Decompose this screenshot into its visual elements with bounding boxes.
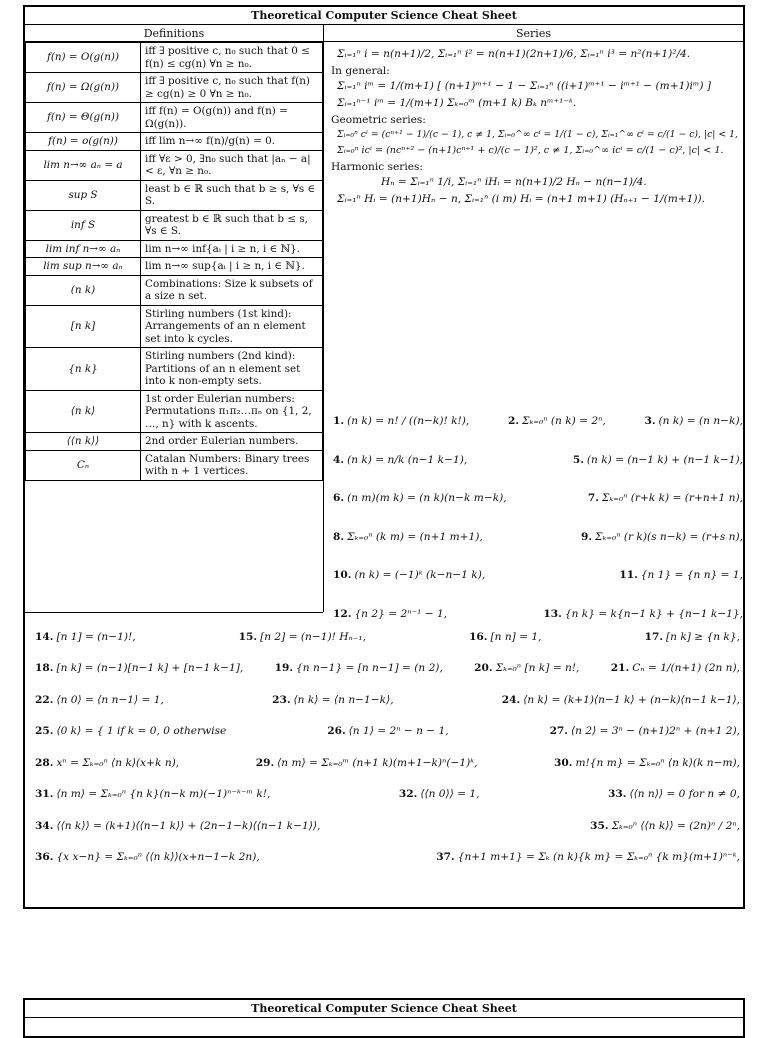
page-title: Theoretical Computer Science Cheat Sheet [25,7,743,25]
definition-symbol: Cₙ [26,450,141,480]
series-header: Series [324,26,743,42]
geometric-label: Geometric series: [331,114,426,126]
definition-text: iff lim n→∞ f(n)/g(n) = 0. [141,133,323,151]
geometric-formula-2: Σᵢ₌₀ⁿ icⁱ = (ncⁿ⁺² − (n+1)cⁿ⁺¹ + c)/(c − 1)², c ≠ 1, Σᵢ₌₀^∞ icⁱ = c/(1 − c)², |c| < 1. [337,145,724,156]
identity: 34. ⟨⟨n k⟩⟩ = (k+1)⟨⟨n−1 k⟩⟩ + (2n−1−k)⟨⟨n−1 k−1⟩⟩, [35,819,321,832]
definition-symbol: f(n) = Ω(g(n)) [26,73,141,103]
definition-text: Combinations: Size k subsets of a size n set. [141,275,323,305]
series-section [331,45,741,210]
identities-full-width [35,621,740,873]
harmonic-formula-1: Hₙ = Σᵢ₌₁ⁿ 1/i, Σᵢ₌₁ⁿ iHᵢ = n(n+1)/2 Hₙ − n(n−1)/4. [381,176,647,188]
column-divider [323,24,324,612]
identity: 32. ⟨⟨n 0⟩⟩ = 1, [398,788,480,801]
next-page-header [23,998,745,1038]
identity: 1. (n k) = n! / ((n−k)! k!), [333,415,470,428]
identity-row [333,479,743,518]
identity-row [35,684,740,716]
general-label: In general: [331,65,390,77]
identity: 13. {n k} = k{n−1 k} + {n−1 k−1}, [543,607,743,620]
definition-text: 2nd order Eulerian numbers. [141,433,323,451]
identity: 18. [n k] = (n−1)[n−1 k] + [n−1 k−1], [35,662,244,675]
definition-symbol: lim n→∞ aₙ = a [26,150,141,180]
definitions-table [25,42,323,481]
definition-text: iff ∃ positive c, n₀ such that f(n) ≥ cg(n) ≥ 0 ∀n ≥ n₀. [141,73,323,103]
identity: 12. {n 2} = 2ⁿ⁻¹ − 1, [333,607,448,620]
harmonic-formula-2: Σᵢ₌₁ⁿ Hᵢ = (n+1)Hₙ − n, Σᵢ₌₁ⁿ (i m) Hᵢ = (n+1 m+1) (Hₙ₊₁ − 1/(m+1)). [337,193,705,205]
identity: 37. {n+1 m+1} = Σₖ (n k){k m} = Σₖ₌₀ⁿ {k m}(m+1)ⁿ⁻ᵏ, [436,851,740,864]
definition-row [26,73,323,103]
cheat-sheet-page [23,5,745,909]
identity: 3. (n k) = (n n−k), [644,415,743,428]
definition-text: Stirling numbers (1st kind): Arrangements of an n element set into k cycles. [141,305,323,348]
definition-row [26,450,323,480]
identity: 28. xⁿ = Σₖ₌₀ⁿ ⟨n k⟩(x+k n), [35,756,180,769]
definition-text: Catalan Numbers: Binary trees with n + 1 vertices. [141,450,323,480]
identity: 26. ⟨n 1⟩ = 2ⁿ − n − 1, [327,725,449,738]
definition-row [26,150,323,180]
identity: 7. Σₖ₌₀ⁿ (r+k k) = (r+n+1 n), [587,492,743,505]
definition-text: greatest b ∈ ℝ such that b ≤ s, ∀s ∈ S. [141,210,323,240]
identity-row [35,653,740,685]
sum-of-powers: Σᵢ₌₁ⁿ i = n(n+1)/2, Σᵢ₌₁ⁿ i² = n(n+1)(2n+1)/6, Σᵢ₌₁ⁿ i³ = n²(n+1)²/4. [337,48,691,60]
definition-row [26,390,323,433]
identity-row [35,810,740,842]
geometric-formula-1: Σᵢ₌₀ⁿ cⁱ = (cⁿ⁺¹ − 1)/(c − 1), c ≠ 1, Σᵢ₌₀^∞ cⁱ = 1/(1 − c), Σᵢ₌₁^∞ cⁱ = c/(1 − c), |c| < 1, [337,129,738,140]
definition-text: iff f(n) = O(g(n)) and f(n) = Ω(g(n)). [141,103,323,133]
identity: 11. {n 1} = {n n} = 1, [619,569,743,582]
identity: 6. (n m)(m k) = (n k)(n−k m−k), [333,492,507,505]
definition-row [26,258,323,276]
identity: 9. Σₖ₌₀ⁿ (r k)(s n−k) = (r+s n), [580,530,743,543]
definition-symbol: ⟨n k⟩ [26,390,141,433]
identity: 21. Cₙ = 1/(n+1) (2n n), [610,662,740,675]
identity: 30. m!{n m} = Σₖ₌₀ⁿ ⟨n k⟩(k n−m), [554,756,740,769]
identity: 20. Σₖ₌₀ⁿ [n k] = n!, [474,662,580,675]
identity-row [333,518,743,557]
identity: 27. ⟨n 2⟩ = 3ⁿ − (n+1)2ⁿ + (n+1 2), [549,725,740,738]
definition-symbol: lim sup n→∞ aₙ [26,258,141,276]
identity-row [35,621,740,653]
definition-symbol: f(n) = O(g(n)) [26,43,141,73]
definitions-bottom-rule [25,612,323,613]
definition-row [26,433,323,451]
identity: 14. [n 1] = (n−1)!, [35,630,136,643]
definition-row [26,43,323,73]
identity: 5. (n k) = (n−1 k) + (n−1 k−1), [572,453,743,466]
definition-row [26,348,323,391]
identity: 35. Σₖ₌₀ⁿ ⟨⟨n k⟩⟩ = (2n)ⁿ / 2ⁿ, [590,819,740,832]
next-page-title: Theoretical Computer Science Cheat Sheet [25,1000,743,1018]
identity: 4. (n k) = n/k (n−1 k−1), [333,453,468,466]
identities-right-column [333,402,743,633]
identity: 29. ⟨n m⟩ = Σₖ₌₀ᵐ (n+1 k)(m+1−k)ⁿ(−1)ᵏ, [255,756,478,769]
definition-symbol: lim inf n→∞ aₙ [26,240,141,258]
identity: 17. [n k] ≥ {n k}, [644,630,740,643]
definition-symbol: inf S [26,210,141,240]
identity: 25. ⟨0 k⟩ = { 1 if k = 0, 0 otherwise [35,725,227,738]
definition-text: lim n→∞ sup{aᵢ | i ≥ n, i ∈ ℕ}. [141,258,323,276]
general-formula-2: Σᵢ₌₁ⁿ⁻¹ iᵐ = 1/(m+1) Σₖ₌₀ᵐ (m+1 k) Bₖ nᵐ⁺¹⁻ᵏ. [337,97,577,109]
definition-symbol: sup S [26,180,141,210]
general-formula-1: Σᵢ₌₁ⁿ iᵐ = 1/(m+1) [ (n+1)ᵐ⁺¹ − 1 − Σᵢ₌₁ⁿ ((i+1)ᵐ⁺¹ − iᵐ⁺¹ − (m+1)iᵐ) ] [337,80,711,92]
definition-row [26,240,323,258]
definition-text: Stirling numbers (2nd kind): Partitions of an n element set into k non-empty sets. [141,348,323,391]
definition-row [26,133,323,151]
identity: 36. {x x−n} = Σₖ₌₀ⁿ ⟨⟨n k⟩⟩(x+n−1−k 2n), [35,851,260,864]
identity: 22. ⟨n 0⟩ = ⟨n n−1⟩ = 1, [35,693,164,706]
definition-text: iff ∀ε > 0, ∃n₀ such that |aₙ − a| < ε, ∀n ≥ n₀. [141,150,323,180]
definition-row [26,305,323,348]
identity: 24. ⟨n k⟩ = (k+1)⟨n−1 k⟩ + (n−k)⟨n−1 k−1⟩, [501,693,740,706]
identity-row [35,716,740,748]
definition-text: lim n→∞ inf{aᵢ | i ≥ n, i ∈ ℕ}. [141,240,323,258]
identity: 31. ⟨n m⟩ = Σₖ₌₀ⁿ {n k}(n−k m)(−1)ⁿ⁻ᵏ⁻ᵐ k!, [35,788,271,801]
identity: 8. Σₖ₌₀ⁿ (k m) = (n+1 m+1), [333,530,483,543]
identity: 19. {n n−1} = [n n−1] = (n 2), [274,662,443,675]
definition-symbol: (n k) [26,275,141,305]
identity: 15. [n 2] = (n−1)! Hₙ₋₁, [238,630,366,643]
definition-text: 1st order Eulerian numbers: Permutations π₁π₂…πₙ on {1, 2, …, n} with k ascents. [141,390,323,433]
definition-row [26,275,323,305]
definition-symbol: f(n) = Θ(g(n)) [26,103,141,133]
definition-row [26,210,323,240]
definition-text: least b ∈ ℝ such that b ≥ s, ∀s ∈ S. [141,180,323,210]
definitions-header: Definitions [25,26,323,42]
identity: 33. ⟨⟨n n⟩⟩ = 0 for n ≠ 0, [608,788,740,801]
definition-symbol: f(n) = o(g(n)) [26,133,141,151]
identity: 2. Σₖ₌₀ⁿ (n k) = 2ⁿ, [507,415,606,428]
harmonic-label: Harmonic series: [331,161,423,173]
definition-symbol: [n k] [26,305,141,348]
identity-row [35,747,740,779]
identity: 16. [n n] = 1, [469,630,542,643]
definition-row [26,103,323,133]
identity: 10. (n k) = (−1)ᵏ (k−n−1 k), [333,569,486,582]
identity-row [333,402,743,441]
identity-row [333,556,743,595]
identity-row [333,441,743,480]
definition-symbol: ⟨⟨n k⟩⟩ [26,433,141,451]
definition-text: iff ∃ positive c, n₀ such that 0 ≤ f(n) ≤ cg(n) ∀n ≥ n₀. [141,43,323,73]
definition-row [26,180,323,210]
identity-row [35,779,740,811]
definition-symbol: {n k} [26,348,141,391]
identity-row [35,842,740,874]
identity: 23. ⟨n k⟩ = ⟨n n−1−k⟩, [272,693,394,706]
